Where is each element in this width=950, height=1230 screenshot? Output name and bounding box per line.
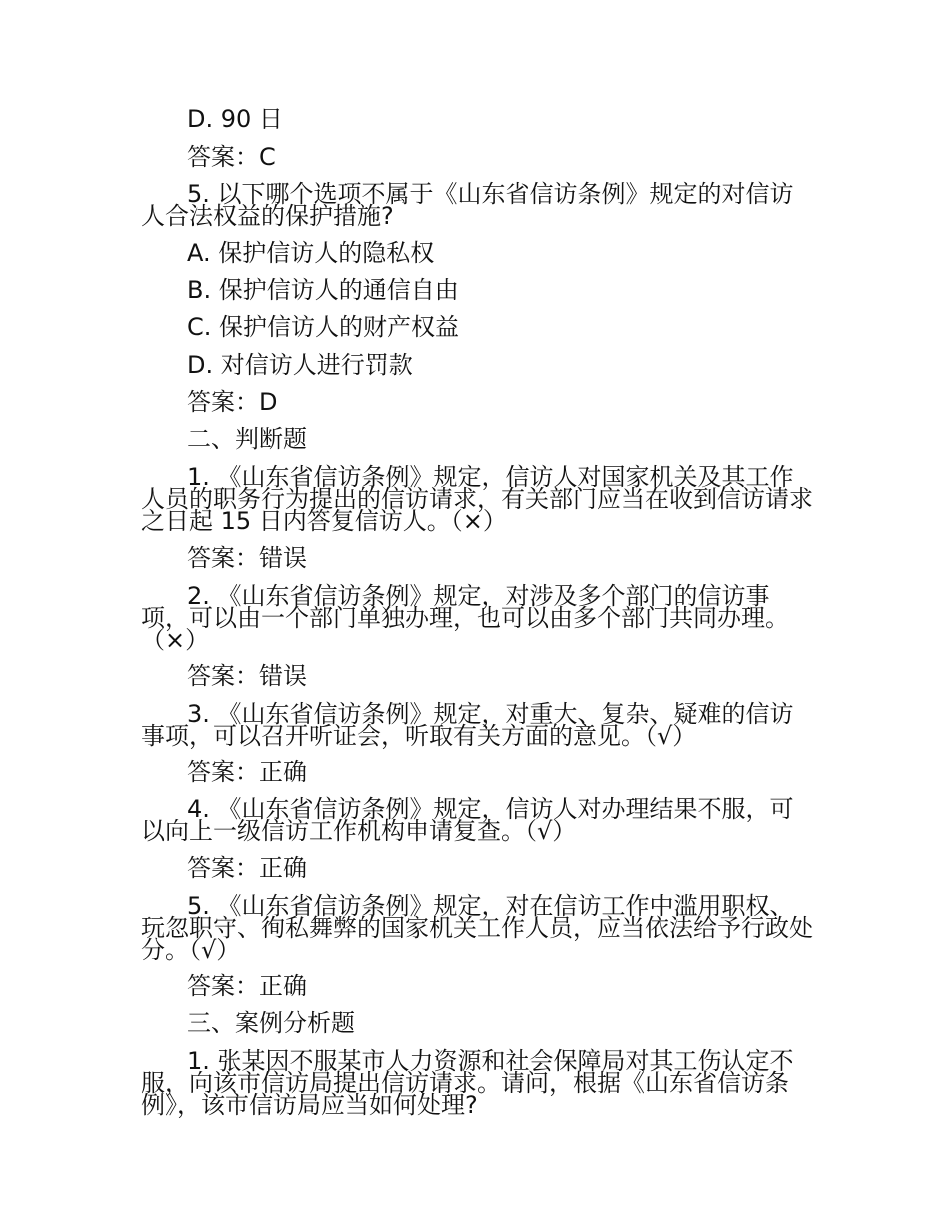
option-a: A. 保护信访人的隐私权 xyxy=(187,239,435,267)
option-d-previous: D. 90 日 xyxy=(187,105,283,133)
judgment-2-answer: 答案：错误 xyxy=(187,662,307,690)
question-5: 5. 以下哪个选项不属于《山东省信访条例》规定的对信访人合法权益的保护措施? xyxy=(141,180,794,230)
answer-previous: 答案：C xyxy=(187,143,276,171)
judgment-4: 4. 《山东省信访条例》规定，信访人对办理结果不服，可以向上一级信访工作机构申请复查。（√） xyxy=(141,795,794,845)
judgment-5: 5. 《山东省信访条例》规定，对在信访工作中滥用职权、玩忽职守、徇私舞弊的国家机关工作人员，应当依法给予行政处分。（√） xyxy=(141,892,813,964)
option-d: D. 对信访人进行罚款 xyxy=(187,351,413,379)
answer-q5: 答案：D xyxy=(187,388,278,416)
judgment-2: 2. 《山东省信访条例》规定，对涉及多个部门的信访事项，可以由一个部门单独办理，也可以由多个部门共同办理。（×） xyxy=(141,582,789,654)
judgment-5-answer: 答案：正确 xyxy=(187,972,307,1000)
judgment-3-answer: 答案：正确 xyxy=(187,758,307,786)
judgment-3: 3. 《山东省信访条例》规定，对重大、复杂、疑难的信访事项，可以召开听证会，听取有关方面的意见。（√） xyxy=(141,700,794,750)
section-heading-true-false: 二、判断题 xyxy=(187,425,307,453)
option-c: C. 保护信访人的财产权益 xyxy=(187,313,460,341)
section-heading-case-analysis: 三、案例分析题 xyxy=(187,1009,355,1037)
judgment-1: 1. 《山东省信访条例》规定，信访人对国家机关及其工作人员的职务行为提出的信访请求，有关部门应当在收到信访请求之日起 15 日内答复信访人。（×） xyxy=(141,463,813,535)
case-1: 1. 张某因不服某市人力资源和社会保障局对其工伤认定不服，向该市信访局提出信访请求。请问，根据《山东省信访条例》，该市信访局应当如何处理? xyxy=(141,1047,794,1119)
judgment-4-answer: 答案：正确 xyxy=(187,854,307,882)
option-b: B. 保护信访人的通信自由 xyxy=(187,276,459,304)
judgment-1-answer: 答案：错误 xyxy=(187,544,307,572)
